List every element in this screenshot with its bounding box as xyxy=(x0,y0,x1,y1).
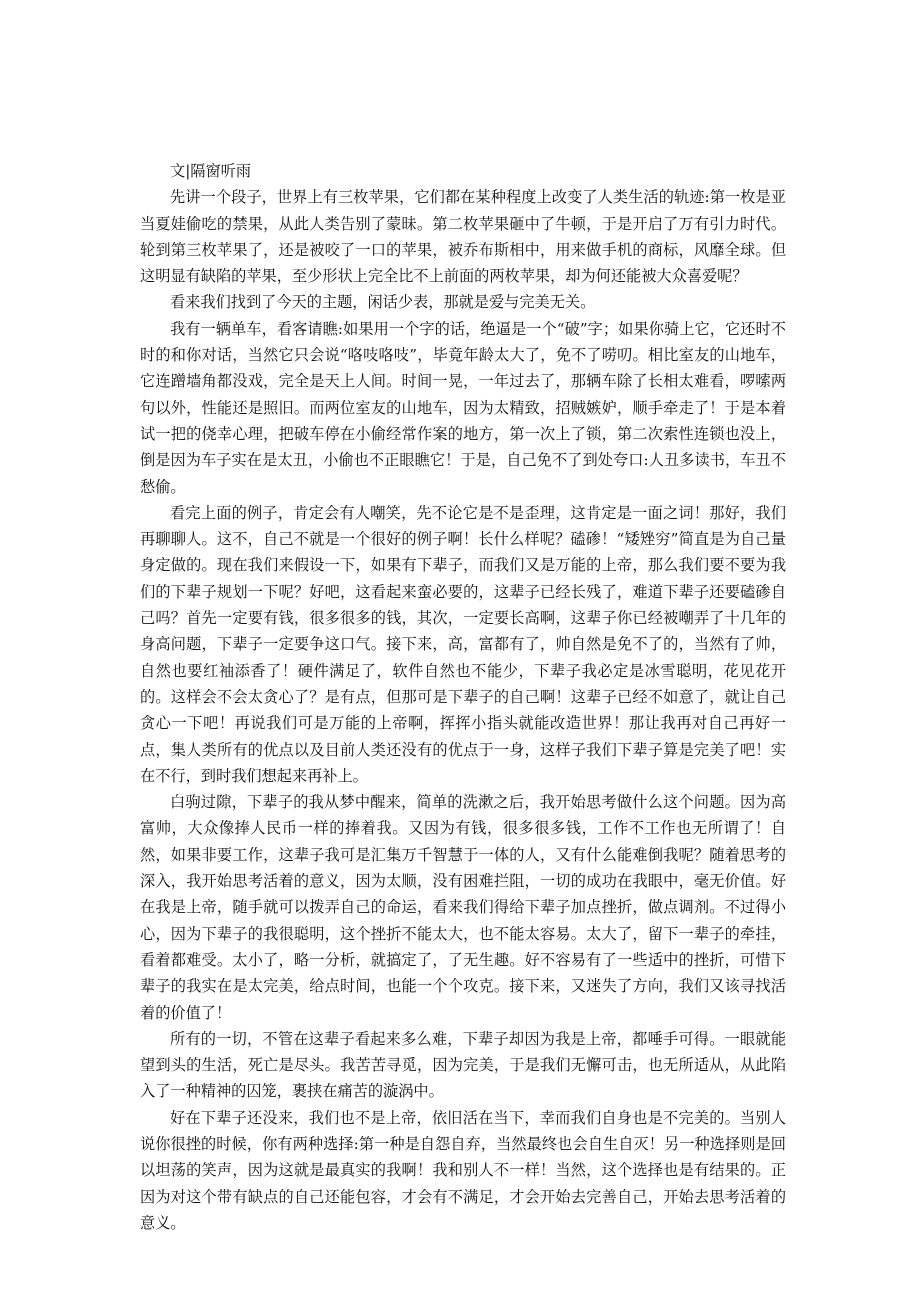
article-body xyxy=(140,158,786,1236)
paragraph-3: 我有一辆单车，看客请瞧:如果用一个字的话，绝逼是一个“破”字；如果你骑上它，它还时不时的和你对话，当然它只会说“咯吱咯吱”，毕竟年龄太大了，免不了唠叨。相比室友的山地车，它连蹭墙角都没戏，完全是天上人间。时间一晃，一年过去了，那辆车除了长相太难看，啰嗦两句以外，性能还是照旧。而两位室友的山地车，因为太精致，招贼嫉妒，顺手牵走了！于是本着试一把的侥幸心理，把破车停在小偷经常作案的地方，第一次上了锁，第二次索性连锁也没上，倒是因为车子实在是太丑，小偷也不正眼瞧它！于是，自己免不了到处夸口:人丑多读书，车丑不愁偷。 xyxy=(140,319,786,496)
paragraph-6: 所有的一切，不管在这辈子看起来多么难，下辈子却因为我是上帝，都唾手可得。一眼就能望到头的生活，死亡是尽头。我苦苦寻觅，因为完美，于是我们无懈可击，也无所适从，从此陷入了一种精神的囚笼，裹挟在痛苦的漩涡中。 xyxy=(140,1029,786,1101)
paragraph-1: 先讲一个段子，世界上有三枚苹果，它们都在某种程度上改变了人类生活的轨迹:第一枚是亚当夏娃偷吃的禁果，从此人类告别了蒙昧。第二枚苹果砸中了牛顿，于是开启了万有引力时代。轮到第三枚苹果了，还是被咬了一口的苹果，被乔布斯相中，用来做手机的商标，风靡全球。但这明显有缺陷的苹果，至少形状上完全比不上前面的两枚苹果，却为何还能被大众喜爱呢？ xyxy=(140,188,786,286)
paragraph-5: 白驹过隙，下辈子的我从梦中醒来，简单的洗漱之后，我开始思考做什么这个问题。因为高富帅，大众像捧人民币一样的捧着我。又因为有钱，很多很多钱，工作不工作也无所谓了！自然，如果非要工作，这辈子我可是汇集万千智慧于一体的人，又有什么能难倒我呢？随着思考的深入，我开始思考活着的意义，因为太顺，没有困难拦阻，一切的成功在我眼中，毫无价值。好在我是上帝，随手就可以拨弄自己的命运，看来我们得给下辈子加点挫折，做点调剂。不过得小心，因为下辈子的我很聪明，这个挫折不能太大，也不能太容易。太大了，留下一辈子的牵挂，看着都难受。太小了，略一分析，就搞定了，了无生趣。好不容易有了一些适中的挫折，可惜下辈子的我实在是太完美，给点时间，也能一个个攻克。接下来，又迷失了方向，我们又该寻找活着的价值了！ xyxy=(140,793,786,1022)
byline: 文|隔窗听雨 xyxy=(170,162,252,180)
paragraph-4: 看完上面的例子，肯定会有人嘲笑，先不论它是不是歪理，这肯定是一面之词！那好，我们再聊聊人。这不，自己不就是一个很好的例子啊！长什么样呢？磕碜！“矮矬穷”简直是为自己量身定做的。现在我们来假设一下，如果有下辈子，而我们又是万能的上帝，那么我们要不要为我们的下辈子规划一下呢？好吧，这看起来蛮必要的，这辈子已经长残了，难道下辈子还要磕碜自己吗？首先一定要有钱，很多很多的钱，其次，一定要长高啊，这辈子你已经被嘲弄了十几年的身高问题，下辈子一定要争这口气。接下来，高，富都有了，帅自然是免不了的，当然有了帅，自然也要红袖添香了！硬件满足了，软件自然也不能少，下辈子我必定是冰雪聪明，花见花开的。这样会不会太贪心了？是有点，但那可是下辈子的自己啊！这辈子已经不如意了，就让自己贪心一下吧！再说我们可是万能的上帝啊，挥挥小指头就能改造世界！那让我再对自己再好一点，集人类所有的优点以及目前人类还没有的优点于一身，这样子我们下辈子算是完美了吧！实在不行，到时我们想起来再补上。 xyxy=(140,503,786,785)
paragraph-2: 看来我们找到了今天的主题，闲话少表，那就是爱与完美无关。 xyxy=(170,293,596,312)
paragraph-7: 好在下辈子还没来，我们也不是上帝，依旧活在当下，幸而我们自身也是不完美的。当别人说你很挫的时候，你有两种选择:第一种是自怨自弃，当然最终也会自生自灭！另一种选择则是回以坦荡的笑声，因为这就是最真实的我啊！我和别人不一样！当然，这个选择也是有结果的。正因为对这个带有缺点的自己还能包容，才会有不满足，才会开始去完善自己，开始去思考活着的意义。 xyxy=(140,1108,786,1232)
